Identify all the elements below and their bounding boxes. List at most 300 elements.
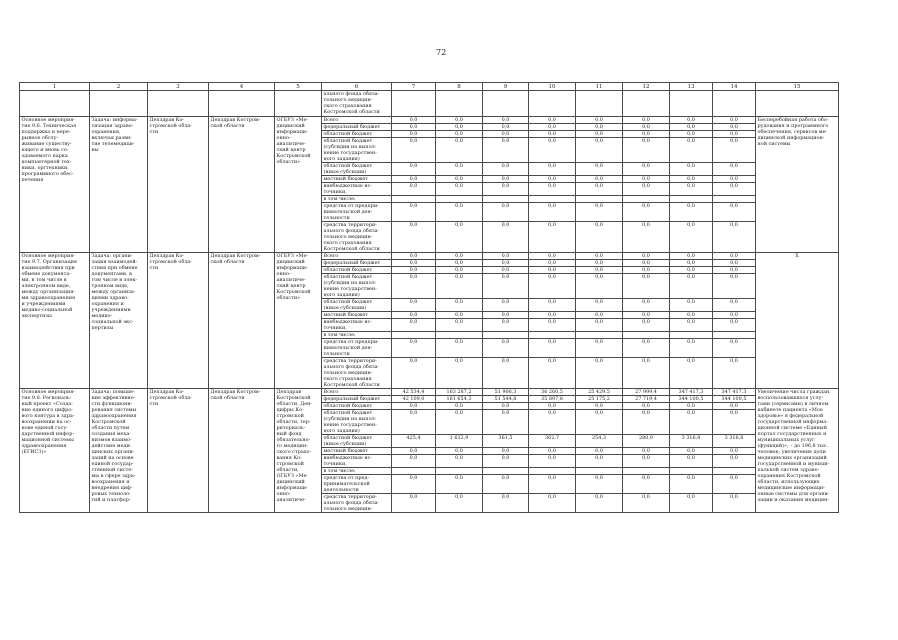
funding-value-cell: 0,0 — [576, 138, 623, 163]
funding-value-cell: 42 109,0 — [392, 396, 436, 403]
funding-source-label: Всего — [322, 253, 392, 260]
funding-value-cell: 0,0 — [392, 124, 436, 131]
funding-source-label: областной бюджет — [322, 267, 392, 274]
funding-value-cell: 0,0 — [529, 339, 576, 358]
funding-value-cell: 0,0 — [576, 203, 623, 222]
funding-value-cell: 0,0 — [713, 455, 756, 468]
section2-col1: Основное мероприя- тие 9.7. Организация взаимодействия при обмене документа- ми, в том числе в электронном виде, между организация- ми здравоохранения и учреждениями медико-социальной экспертизы — [20, 253, 90, 389]
section2-result: Х — [756, 253, 839, 389]
funding-value-cell: 0,0 — [392, 260, 436, 267]
funding-value-cell: 0,0 — [392, 131, 436, 138]
funding-value-cell — [670, 332, 713, 339]
funding-value-cell: 0,0 — [713, 312, 756, 319]
funding-value-cell: 0,0 — [529, 124, 576, 131]
funding-value-cell: 0,0 — [529, 455, 576, 468]
funding-value-cell: 0,0 — [392, 319, 436, 332]
section2-col3: Депздрав Ко- стромской обла- сти — [148, 253, 209, 389]
column-number-10: 10 — [529, 83, 576, 91]
funding-value-cell — [529, 332, 576, 339]
funding-value-cell: 0,0 — [392, 222, 436, 253]
funding-value-cell: 0,0 — [436, 403, 483, 410]
column-number-8: 8 — [436, 83, 483, 91]
funding-value-cell: 0,0 — [670, 163, 713, 176]
funding-value-cell: 254,3 — [576, 435, 623, 448]
section3-col3: Депздрав Ко- стромской обла- сти — [148, 389, 209, 513]
funding-source-label: федеральный бюджет — [322, 260, 392, 267]
funding-source-label: внебюджетные ис- точники, — [322, 319, 392, 332]
funding-value-cell: 0,0 — [623, 260, 670, 267]
funding-source-label: областной бюджет (иные субсидии) — [322, 163, 392, 176]
funding-value-cell: 0,0 — [483, 163, 529, 176]
funding-value-cell: 0,0 — [392, 267, 436, 274]
funding-value-cell: 0,0 — [623, 131, 670, 138]
section3-col5: Депздрав Костромской области, Ден- цифры Ко- стромской области, тер- риториаль- ный фонд обязательно- го медицин- ского страхо- вания Ко- стромской области, ОГБУЗ «Ме- дицинский информаци- онно- аналитиче- — [275, 389, 322, 513]
funding-value-cell: 0,0 — [670, 183, 713, 196]
funding-value-cell: 0,0 — [483, 494, 529, 513]
funding-value-cell: 0,0 — [392, 176, 436, 183]
funding-value-cell — [392, 332, 436, 339]
funding-value-cell: 0,0 — [483, 455, 529, 468]
funding-value-cell: 0,0 — [483, 274, 529, 299]
funding-value-cell: 0,0 — [392, 117, 436, 124]
funding-value-cell: 0,0 — [529, 163, 576, 176]
funding-value-cell: 0,0 — [483, 260, 529, 267]
funding-value-cell: 0,0 — [670, 124, 713, 131]
funding-value-cell: 0,0 — [623, 312, 670, 319]
funding-value-cell: 0,0 — [436, 267, 483, 274]
funding-value-cell: 0,0 — [392, 253, 436, 260]
funding-value-cell: 0,0 — [670, 203, 713, 222]
funding-value-cell: 0,0 — [392, 358, 436, 389]
funding-value-cell — [529, 468, 576, 475]
funding-value-cell: 0,0 — [392, 448, 436, 455]
funding-value-cell: 0,0 — [436, 124, 483, 131]
funding-value-cell: 0,0 — [392, 403, 436, 410]
funding-value-cell: 0,0 — [713, 403, 756, 410]
carryover-source-cell: ального фонда обяза- тельного медицин- ского страхования Костромской области — [322, 91, 392, 117]
funding-value-cell: 0,0 — [436, 222, 483, 253]
funding-value-cell: 0,0 — [670, 267, 713, 274]
column-number-9: 9 — [483, 83, 529, 91]
funding-source-label: средства территори- ального фонда обяза- тельного медицин- — [322, 494, 392, 513]
funding-source-label: в том числе: — [322, 196, 392, 203]
funding-source-label: областной бюджет (субсидии на выпол- нение государствен- ного задания) — [322, 410, 392, 435]
funding-value-cell: 0,0 — [392, 455, 436, 468]
funding-value-cell: 0,0 — [713, 475, 756, 494]
funding-value-cell: 0,0 — [623, 183, 670, 196]
column-number-row — [20, 83, 839, 91]
funding-value-cell: 0,0 — [670, 299, 713, 312]
funding-value-cell: 27 719,4 — [623, 396, 670, 403]
funding-value-cell: 0,0 — [483, 203, 529, 222]
funding-value-cell: 0,0 — [483, 475, 529, 494]
funding-value-cell: 42 534,4 — [392, 389, 436, 396]
funding-value-cell: 0,0 — [483, 131, 529, 138]
funding-value-cell: 0,0 — [529, 117, 576, 124]
funding-source-label: в том числе: — [322, 468, 392, 475]
funding-value-cell: 0,0 — [436, 176, 483, 183]
funding-value-cell: 0,0 — [576, 312, 623, 319]
section2-row — [20, 253, 839, 260]
funding-value-cell: 0,0 — [713, 117, 756, 124]
funding-value-cell: 0,0 — [483, 267, 529, 274]
funding-value-cell: 0,0 — [670, 448, 713, 455]
funding-source-label: средства от предпри- нимательской дея- тельности — [322, 203, 392, 222]
funding-value-cell: 0,0 — [670, 319, 713, 332]
funding-value-cell: 0,0 — [713, 260, 756, 267]
funding-value-cell: 35 897,8 — [529, 396, 576, 403]
funding-value-cell: 0,0 — [623, 410, 670, 435]
funding-source-label: областной бюджет (субсидии на выпол- нение государствен- ного задания) — [322, 274, 392, 299]
funding-value-cell: 0,0 — [670, 403, 713, 410]
funding-value-cell: 0,0 — [436, 203, 483, 222]
funding-value-cell: 0,0 — [483, 299, 529, 312]
funding-value-cell: 0,0 — [713, 203, 756, 222]
funding-value-cell — [670, 196, 713, 203]
funding-value-cell: 425,4 — [392, 435, 436, 448]
funding-source-label: Всего — [322, 117, 392, 124]
funding-source-label: федеральный бюджет — [322, 124, 392, 131]
funding-value-cell: 0,0 — [436, 410, 483, 435]
funding-value-cell: 0,0 — [576, 183, 623, 196]
funding-value-cell: 0,0 — [670, 138, 713, 163]
funding-value-cell: 0,0 — [436, 339, 483, 358]
funding-value-cell: 0,0 — [713, 339, 756, 358]
funding-value-cell: 0,0 — [713, 176, 756, 183]
funding-value-cell: 0,0 — [576, 267, 623, 274]
funding-value-cell: 0,0 — [576, 253, 623, 260]
funding-value-cell: 280,0 — [623, 435, 670, 448]
funding-value-cell: 0,0 — [529, 403, 576, 410]
funding-value-cell: 0,0 — [392, 274, 436, 299]
section1-col1: Основное мероприя- тие 9.6. Техническая поддержка и неpe- рывное обслу- живание существу- ющего и вновь со- здаваемого парка компьютерной тех- ники, оргтехники, программного обес- печения — [20, 117, 90, 253]
section3-col2: Задача: повыше- ние эффективно- сти функциони- рования системы здравоохранения Костромской области путем создания меха- низмов взаимо- действия меди- цинских органи- заций на основе единой государ- ственной систе- мы в сфере здра- воохранения и внедрения циф- ровых техноло- гий и платфор- — [90, 389, 148, 513]
funding-value-cell — [713, 332, 756, 339]
funding-value-cell: 0,0 — [483, 176, 529, 183]
funding-value-cell: 0,0 — [436, 475, 483, 494]
funding-value-cell: 0,0 — [392, 312, 436, 319]
funding-value-cell: 36 260,5 — [529, 389, 576, 396]
funding-value-cell — [623, 196, 670, 203]
funding-value-cell: 0,0 — [436, 274, 483, 299]
funding-value-cell: 0,0 — [483, 253, 529, 260]
funding-value-cell: 0,0 — [623, 138, 670, 163]
funding-source-label: средства территори- ального фонда обяза- тельного медицин- ского страхования Костромской области — [322, 222, 392, 253]
funding-value-cell: 347 417,3 — [713, 389, 756, 396]
funding-value-cell: 0,0 — [436, 117, 483, 124]
funding-value-cell: 3 316,8 — [713, 435, 756, 448]
funding-value-cell: 0,0 — [623, 403, 670, 410]
funding-value-cell: 0,0 — [483, 117, 529, 124]
funding-value-cell: 0,0 — [483, 403, 529, 410]
funding-value-cell: 0,0 — [713, 131, 756, 138]
funding-value-cell: 0,0 — [529, 222, 576, 253]
funding-value-cell — [483, 468, 529, 475]
funding-value-cell: 0,0 — [623, 274, 670, 299]
funding-value-cell: 0,0 — [713, 274, 756, 299]
column-number-11: 11 — [576, 83, 623, 91]
funding-value-cell: 0,0 — [713, 138, 756, 163]
funding-value-cell: 0,0 — [576, 448, 623, 455]
funding-value-cell: 362,7 — [529, 435, 576, 448]
funding-value-cell: 0,0 — [623, 299, 670, 312]
funding-value-cell: 0,0 — [670, 455, 713, 468]
funding-value-cell: 0,0 — [670, 475, 713, 494]
column-number-3: 3 — [148, 83, 209, 91]
funding-value-cell: 0,0 — [623, 455, 670, 468]
funding-value-cell — [483, 332, 529, 339]
funding-value-cell: 0,0 — [713, 299, 756, 312]
funding-value-cell: 0,0 — [670, 312, 713, 319]
funding-value-cell — [576, 468, 623, 475]
funding-value-cell: 0,0 — [576, 222, 623, 253]
section3-col4: Депздрав Костром- ской области — [209, 389, 275, 513]
funding-value-cell: 0,0 — [623, 124, 670, 131]
funding-value-cell: 0,0 — [529, 448, 576, 455]
funding-value-cell: 0,0 — [436, 138, 483, 163]
funding-value-cell — [670, 468, 713, 475]
funding-value-cell: 0,0 — [529, 299, 576, 312]
funding-value-cell — [713, 468, 756, 475]
funding-value-cell: 0,0 — [436, 358, 483, 389]
funding-value-cell: 0,0 — [483, 183, 529, 196]
funding-value-cell: 0,0 — [392, 475, 436, 494]
funding-value-cell: 0,0 — [483, 358, 529, 389]
funding-value-cell: 0,0 — [623, 253, 670, 260]
funding-value-cell: 0,0 — [483, 138, 529, 163]
funding-value-cell — [529, 196, 576, 203]
funding-value-cell: 0,0 — [392, 138, 436, 163]
column-number-1: 1 — [20, 83, 90, 91]
funding-value-cell: 0,0 — [576, 124, 623, 131]
funding-value-cell: 0,0 — [623, 358, 670, 389]
funding-value-cell: 3 316,8 — [670, 435, 713, 448]
carryover-row — [20, 91, 839, 117]
section2-col2: Задача: органи- зация взаимодей- ствия при обмене документами, в том числе в элек- тронном виде, между организа- циями здраво- охранения и учреждениями медико- социальной экс- пертизы — [90, 253, 148, 389]
funding-value-cell: 0,0 — [529, 138, 576, 163]
funding-value-cell: 0,0 — [670, 358, 713, 389]
funding-source-label: областной бюджет — [322, 131, 392, 138]
funding-value-cell — [713, 196, 756, 203]
funding-value-cell: 0,0 — [392, 299, 436, 312]
funding-source-label: местный бюджет — [322, 448, 392, 455]
funding-value-cell: 0,0 — [436, 131, 483, 138]
funding-value-cell: 0,0 — [436, 163, 483, 176]
funding-value-cell — [436, 332, 483, 339]
funding-value-cell — [623, 468, 670, 475]
funding-value-cell: 51 906,3 — [483, 389, 529, 396]
column-number-4: 4 — [209, 83, 275, 91]
funding-source-label: областной бюджет (иные субсидии) — [322, 435, 392, 448]
funding-source-label: внебюджетные ис- точники, — [322, 455, 392, 468]
funding-value-cell: 0,0 — [576, 274, 623, 299]
section1-col4: Депздрав Костром- ской области — [209, 117, 275, 253]
funding-value-cell: 0,0 — [529, 260, 576, 267]
funding-value-cell: 0,0 — [529, 319, 576, 332]
program-funding-table — [19, 82, 839, 513]
funding-value-cell: 0,0 — [576, 299, 623, 312]
funding-value-cell: 25 175,2 — [576, 396, 623, 403]
funding-source-label: местный бюджет — [322, 176, 392, 183]
funding-value-cell: 0,0 — [623, 267, 670, 274]
funding-value-cell: 0,0 — [713, 124, 756, 131]
funding-value-cell: 0,0 — [529, 358, 576, 389]
funding-source-label: федеральный бюджет — [322, 396, 392, 403]
funding-value-cell: 0,0 — [483, 312, 529, 319]
funding-value-cell: 161 654,3 — [436, 396, 483, 403]
funding-value-cell: 0,0 — [483, 222, 529, 253]
funding-value-cell: 0,0 — [576, 475, 623, 494]
funding-value-cell: 0,0 — [392, 163, 436, 176]
funding-value-cell: 25 429,5 — [576, 389, 623, 396]
funding-value-cell: 0,0 — [392, 410, 436, 435]
funding-source-label: областной бюджет (иные субсидии) — [322, 299, 392, 312]
funding-source-label: средства от предпри- нимательской дея- тельности — [322, 339, 392, 358]
funding-value-cell: 0,0 — [529, 203, 576, 222]
funding-value-cell: 0,0 — [483, 410, 529, 435]
funding-value-cell: 0,0 — [576, 319, 623, 332]
funding-value-cell: 0,0 — [670, 494, 713, 513]
funding-value-cell — [483, 196, 529, 203]
column-number-5: 5 — [275, 83, 322, 91]
funding-value-cell: 0,0 — [670, 253, 713, 260]
column-number-2: 2 — [90, 83, 148, 91]
funding-value-cell: 0,0 — [713, 183, 756, 196]
funding-value-cell: 0,0 — [392, 183, 436, 196]
funding-value-cell: 0,0 — [436, 253, 483, 260]
funding-value-cell: 0,0 — [623, 176, 670, 183]
funding-value-cell: 0,0 — [623, 117, 670, 124]
funding-value-cell: 51 544,8 — [483, 396, 529, 403]
funding-value-cell: 0,0 — [670, 222, 713, 253]
funding-value-cell: 0,0 — [483, 339, 529, 358]
funding-value-cell: 0,0 — [392, 494, 436, 513]
funding-value-cell: 0,0 — [670, 339, 713, 358]
funding-value-cell: 0,0 — [483, 124, 529, 131]
funding-value-cell: 0,0 — [670, 274, 713, 299]
funding-value-cell: 0,0 — [713, 410, 756, 435]
column-number-15: 15 — [756, 83, 839, 91]
funding-value-cell: 0,0 — [623, 339, 670, 358]
funding-value-cell: 0,0 — [713, 222, 756, 253]
section1-result: Бесперебойная работа обо- рудования и программного обеспечения, сервисов ме- дицинской информацион- ной системы — [756, 117, 839, 253]
funding-value-cell: 0,0 — [713, 267, 756, 274]
funding-value-cell: 0,0 — [392, 203, 436, 222]
funding-value-cell: 0,0 — [392, 339, 436, 358]
section2-col4: Депздрав Костром- ской области — [209, 253, 275, 389]
funding-value-cell: 0,0 — [436, 312, 483, 319]
funding-value-cell: 0,0 — [529, 267, 576, 274]
funding-value-cell: 0,0 — [713, 494, 756, 513]
funding-value-cell: 0,0 — [713, 448, 756, 455]
funding-value-cell: 0,0 — [436, 494, 483, 513]
funding-source-label: средства территори- ального фонда обяза- тельного медицин- ского страхования Костромской области — [322, 358, 392, 389]
funding-value-cell: 0,0 — [670, 410, 713, 435]
funding-value-cell: 0,0 — [576, 494, 623, 513]
funding-value-cell: 0,0 — [576, 455, 623, 468]
funding-value-cell: 0,0 — [529, 312, 576, 319]
funding-value-cell: 344 100,5 — [670, 396, 713, 403]
column-number-13: 13 — [670, 83, 713, 91]
funding-value-cell: 0,0 — [436, 319, 483, 332]
funding-value-cell: 0,0 — [576, 403, 623, 410]
funding-value-cell: 163 287,2 — [436, 389, 483, 396]
funding-value-cell: 0,0 — [576, 260, 623, 267]
funding-value-cell: 0,0 — [436, 260, 483, 267]
funding-value-cell: 0,0 — [529, 410, 576, 435]
section2-col5: ОГБУЗ «Ме- дицинский информаци- онно- аналитиче- ский центр Костромской области» — [275, 253, 322, 389]
section1-col3: Депздрав Ко- стромской обла- сти — [148, 117, 209, 253]
funding-source-label: местный бюджет — [322, 312, 392, 319]
funding-value-cell: 0,0 — [529, 183, 576, 196]
funding-value-cell: 0,0 — [529, 494, 576, 513]
funding-value-cell: 0,0 — [436, 183, 483, 196]
funding-value-cell: 0,0 — [576, 117, 623, 124]
funding-value-cell: 0,0 — [529, 253, 576, 260]
funding-source-label: в том числе: — [322, 332, 392, 339]
funding-value-cell: 1 632,9 — [436, 435, 483, 448]
funding-source-label: областной бюджет (субсидии на выпол- нение государствен- ного задания) — [322, 138, 392, 163]
funding-value-cell: 0,0 — [529, 176, 576, 183]
section1-col2: Задача: информа- тизация здраво- охранения, включая разви- тие телемедици- ны — [90, 117, 148, 253]
funding-value-cell: 0,0 — [713, 163, 756, 176]
funding-value-cell: 0,0 — [670, 176, 713, 183]
funding-value-cell: 0,0 — [483, 448, 529, 455]
funding-value-cell: 0,0 — [623, 222, 670, 253]
funding-value-cell: 347 417,3 — [670, 389, 713, 396]
funding-value-cell: 0,0 — [529, 274, 576, 299]
funding-value-cell: 0,0 — [713, 358, 756, 389]
funding-value-cell: 0,0 — [623, 475, 670, 494]
page-number: 72 — [436, 48, 447, 57]
funding-value-cell: 0,0 — [670, 117, 713, 124]
funding-value-cell — [436, 468, 483, 475]
funding-value-cell: 0,0 — [576, 410, 623, 435]
funding-value-cell: 0,0 — [713, 319, 756, 332]
column-number-14: 14 — [713, 83, 756, 91]
funding-value-cell: 0,0 — [576, 339, 623, 358]
funding-value-cell: 0,0 — [576, 176, 623, 183]
funding-source-label: областной бюджет — [322, 403, 392, 410]
funding-value-cell: 0,0 — [623, 319, 670, 332]
funding-value-cell — [576, 196, 623, 203]
column-number-7: 7 — [392, 83, 436, 91]
funding-value-cell: 0,0 — [623, 448, 670, 455]
section1-col5: ОГБУЗ «Ме- дицинский информаци- онно- аналитиче- ский центр Костромской области» — [275, 117, 322, 253]
funding-value-cell: 0,0 — [436, 455, 483, 468]
funding-value-cell: 0,0 — [483, 319, 529, 332]
funding-value-cell: 0,0 — [670, 260, 713, 267]
section3-col1: Основное мероприя- тие 9.8. Региональ- ный проект «Созда- ние единого цифро- вого контура в здра- воохранении на ос- нове единой госу- дарственной инфор- мационной системы здравоохранения (ЕГИСЗ)» — [20, 389, 90, 513]
funding-value-cell: 0,0 — [713, 253, 756, 260]
funding-value-cell: 0,0 — [623, 163, 670, 176]
funding-source-label: Всего — [322, 389, 392, 396]
funding-value-cell: 27 999,4 — [623, 389, 670, 396]
column-number-6: 6 — [322, 83, 392, 91]
funding-value-cell: 0,0 — [529, 131, 576, 138]
funding-value-cell: 0,0 — [670, 131, 713, 138]
funding-value-cell: 0,0 — [623, 203, 670, 222]
funding-value-cell: 0,0 — [576, 358, 623, 389]
funding-source-label: внебюджетные ис- точники, — [322, 183, 392, 196]
funding-source-label: средства от пред- принимательской деятельности — [322, 475, 392, 494]
funding-value-cell: 0,0 — [436, 448, 483, 455]
section3-row — [20, 389, 839, 396]
section3-result: Увеличение числа граждан, воспользовавшихся услу- гами (сервисами) в личном кабинете пациента «Мое здоровье» в федеральной государственной информа- ционной системе «Единый портал государственных и муниципальных услуг (функций)», – до 196,8 тыс. человек; увеличение доли медицинских организаций государственной и муници- пальной систем здраво- охранения Костромской области, использующих медицинские информаци- онные системы для органи- зации и оказания медицин- — [756, 389, 839, 513]
funding-value-cell: 0,0 — [623, 494, 670, 513]
funding-value-cell: 0,0 — [529, 475, 576, 494]
funding-value-cell: 0,0 — [436, 299, 483, 312]
